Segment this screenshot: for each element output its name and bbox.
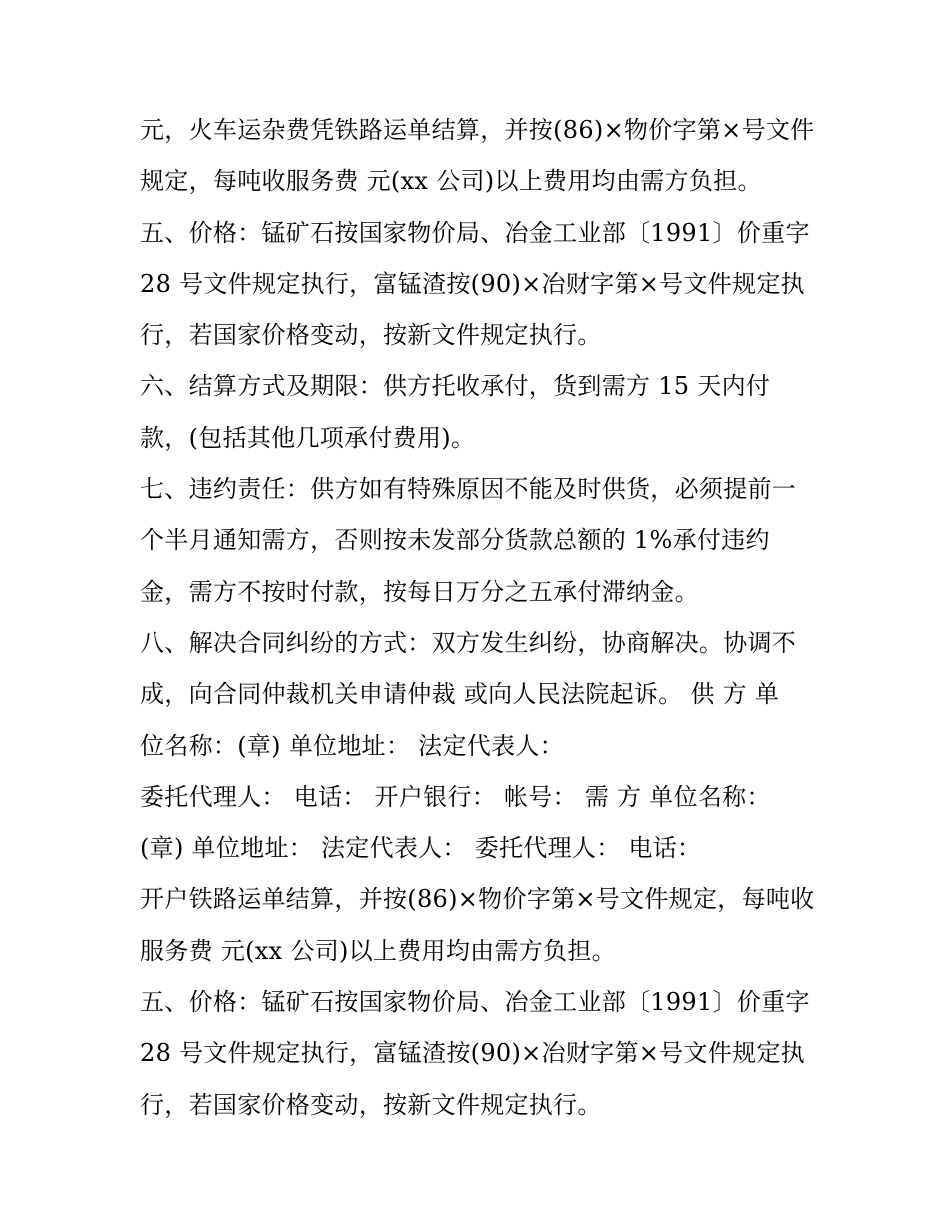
text-line: 八、解决合同纠纷的方式：双方发生纠纷，协商解决。协调不 bbox=[140, 628, 797, 657]
text-line: 五、价格：锰矿石按国家物价局、冶金工业部〔1991〕价重字 bbox=[140, 218, 810, 247]
text-line: 行，若国家价格变动，按新文件规定执行。 bbox=[140, 321, 602, 350]
text-line: 款，(包括其他几项承付费用)。 bbox=[140, 423, 476, 452]
text-line: 行，若国家价格变动，按新文件规定执行。 bbox=[140, 1090, 602, 1119]
text-line: 28 号文件规定执行，富锰渣按(90)×冶财字第×号文件规定执 bbox=[140, 269, 805, 298]
text-line: 规定，每吨收服务费 元(xx 公司)以上费用均由需方负担。 bbox=[140, 167, 762, 196]
text-line: 元，火车运杂费凭铁路运单结算，并按(86)×物价字第×号文件 bbox=[140, 116, 815, 144]
text-line: 六、结算方式及期限：供方托收承付，货到需方 15 天内付 bbox=[140, 372, 771, 401]
text-line: 七、违约责任：供方如有特殊原因不能及时供货，必须提前一 bbox=[140, 475, 797, 504]
text-line: (章) 单位地址： 法定代表人： 委托代理人： 电话： bbox=[140, 834, 702, 863]
text-line: 开户铁路运单结算，并按(86)×物价字第×号文件规定，每吨收 bbox=[140, 885, 815, 914]
text-line: 委托代理人： 电话： 开户银行： 帐号： 需 方 单位名称： bbox=[140, 782, 771, 811]
contract-text-body bbox=[140, 105, 830, 1131]
text-line: 成，向合同仲裁机关申请仲裁 或向人民法院起诉。 供 方 单 bbox=[140, 680, 780, 709]
text-line: 28 号文件规定执行，富锰渣按(90)×冶财字第×号文件规定执 bbox=[140, 1039, 805, 1068]
text-line: 金，需方不按时付款，按每日万分之五承付滞纳金。 bbox=[140, 577, 699, 606]
text-line: 位名称：(章) 单位地址： 法定代表人： bbox=[140, 731, 564, 760]
text-line: 五、价格：锰矿石按国家物价局、冶金工业部〔1991〕价重字 bbox=[140, 988, 810, 1017]
text-line: 服务费 元(xx 公司)以上费用均由需方负担。 bbox=[140, 936, 616, 965]
text-line: 个半月通知需方，否则按未发部分货款总额的 1%承付违约 bbox=[140, 526, 770, 555]
